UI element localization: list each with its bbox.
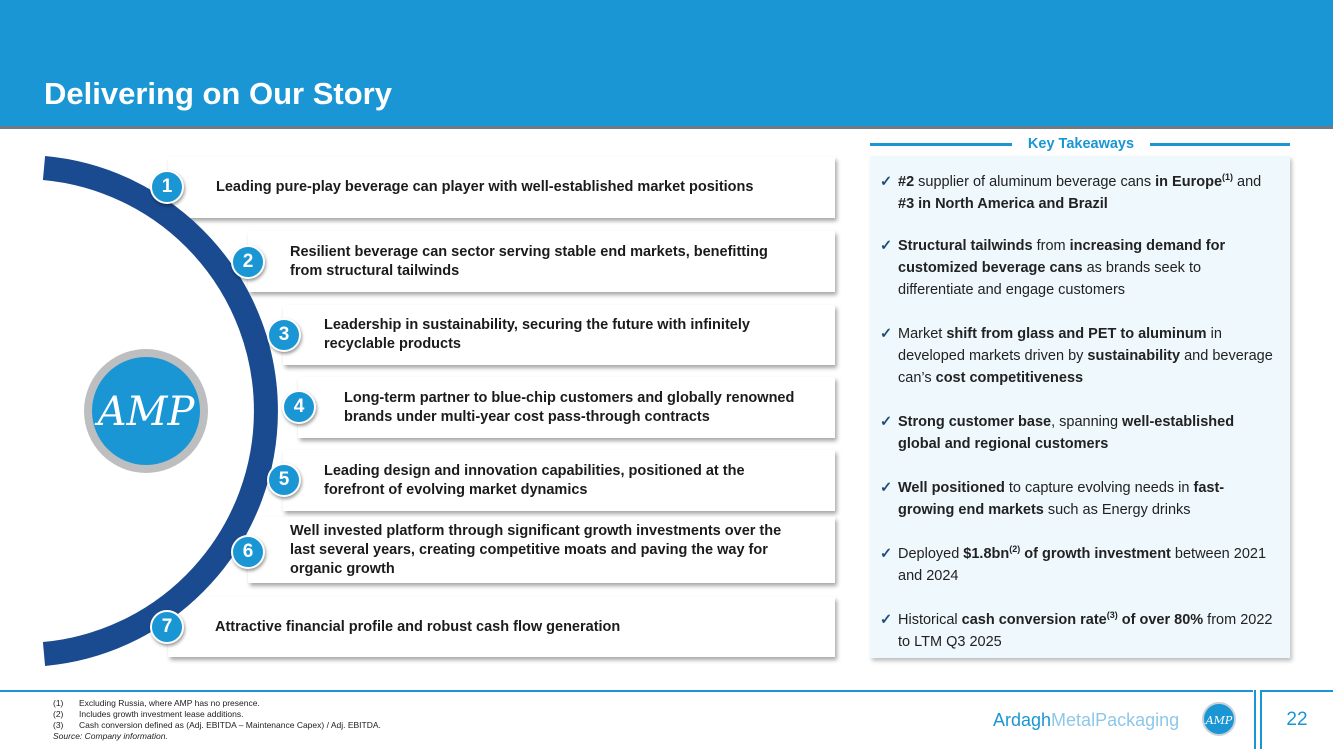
pillar-box-5 bbox=[283, 450, 835, 511]
pillar-number-2: 2 bbox=[231, 245, 265, 279]
takeaway-item: ✓ Structural tailwinds from increasing demand for customized beverage cans as brands seek to differentiate and engage customers bbox=[880, 235, 1280, 301]
footer-divider bbox=[1260, 690, 1262, 749]
footnote: (3) Cash conversion defined as (Adj. EBITDA – Maintenance Capex) / Adj. EBITDA. bbox=[53, 720, 381, 730]
takeaways-rule-left bbox=[870, 143, 1012, 146]
check-icon: ✓ bbox=[880, 414, 893, 430]
footnote: (1) Excluding Russia, where AMP has no presence. bbox=[53, 698, 260, 708]
takeaway-item: ✓ Historical cash conversion rate$^{(3)}$ of over 80% from 2022 to LTM Q3 2025 bbox=[880, 610, 1273, 650]
pillar-number-6: 6 bbox=[231, 535, 265, 569]
page-number: 22 bbox=[1286, 709, 1308, 730]
pillar-text: Resilient beverage can sector serving stable end markets, benefitting from structural tailwinds bbox=[290, 243, 768, 279]
pillar-number-4: 4 bbox=[282, 390, 316, 424]
pillar-box-2 bbox=[248, 231, 835, 292]
takeaway-item: ✓ Strong customer base, spanning well-established global and regional customers bbox=[880, 411, 1280, 455]
pillar-box-3 bbox=[283, 305, 835, 365]
pillar-text: Leading pure-play beverage can player with well-established market positions bbox=[216, 179, 754, 195]
page-title: Delivering on Our Story bbox=[44, 76, 392, 111]
pillar-box-1 bbox=[168, 157, 835, 218]
takeaway-item: ✓ #2 supplier of aluminum beverage cans in Europe$^{(1)}$ and #3 in North America and Brazil bbox=[880, 172, 1262, 212]
brand-logo bbox=[1202, 702, 1236, 736]
footnote: (2) Includes growth investment lease additions. bbox=[53, 709, 244, 719]
pillar-text: Leading design and innovation capabilities, positioned at the forefront of evolving market dynamics bbox=[324, 462, 745, 498]
check-icon: ✓ bbox=[880, 546, 893, 562]
footer-divider bbox=[1254, 690, 1256, 749]
pillar-text: Long-term partner to blue-chip customers and globally renowned brands under multi-year cost pass-through contracts bbox=[344, 389, 795, 425]
pillar-text: Leadership in sustainability, securing the future with infinitely recyclable products bbox=[324, 317, 750, 352]
takeaways-rule-right bbox=[1150, 143, 1290, 146]
takeaway-item: ✓ Well positioned to capture evolving needs in fast-growing end markets such as Energy drinks bbox=[880, 477, 1280, 521]
footer-rule bbox=[0, 690, 1253, 692]
check-icon: ✓ bbox=[880, 326, 893, 342]
source-note: Source: Company information. bbox=[53, 731, 168, 741]
brand-wordmark: ArdaghMetalPackaging bbox=[993, 710, 1180, 730]
svg-text:AMP: AMP bbox=[1205, 714, 1233, 727]
check-icon: ✓ bbox=[880, 238, 893, 254]
amp-logo-mark bbox=[84, 349, 208, 473]
pillar-text: Well invested platform through significant growth investments over the last several years, creating competitive moats and paving the way for organic growth bbox=[290, 522, 782, 577]
pillar-text: Attractive financial profile and robust cash flow generation bbox=[215, 618, 621, 635]
pillar-number-3: 3 bbox=[267, 318, 301, 352]
takeaway-item: ✓ Market shift from glass and PET to aluminum in developed markets driven by sustainability and beverage can’s cost competitiveness bbox=[880, 323, 1280, 389]
pillar-box-7 bbox=[168, 597, 835, 657]
takeaway-item: ✓ Deployed $\$1.8bn^{(2)}$ of growth investment between 2021 and 2024 bbox=[880, 544, 1267, 584]
brand-logo-mark bbox=[1204, 704, 1234, 734]
takeaways-title: Key Takeaways bbox=[1027, 136, 1135, 152]
pillar-number-5: 5 bbox=[267, 463, 301, 497]
check-icon: ✓ bbox=[880, 480, 893, 496]
footer-rule bbox=[1262, 690, 1333, 692]
footnotes bbox=[53, 698, 381, 742]
pillar-number-7: 7 bbox=[150, 610, 184, 644]
pillar-box-6 bbox=[248, 517, 835, 583]
pillar-box-4 bbox=[298, 377, 835, 438]
check-icon: ✓ bbox=[880, 612, 893, 628]
check-icon: ✓ bbox=[880, 174, 893, 190]
amp-logo-text: AMP bbox=[97, 389, 195, 435]
pillar-number-1: 1 bbox=[150, 170, 184, 204]
